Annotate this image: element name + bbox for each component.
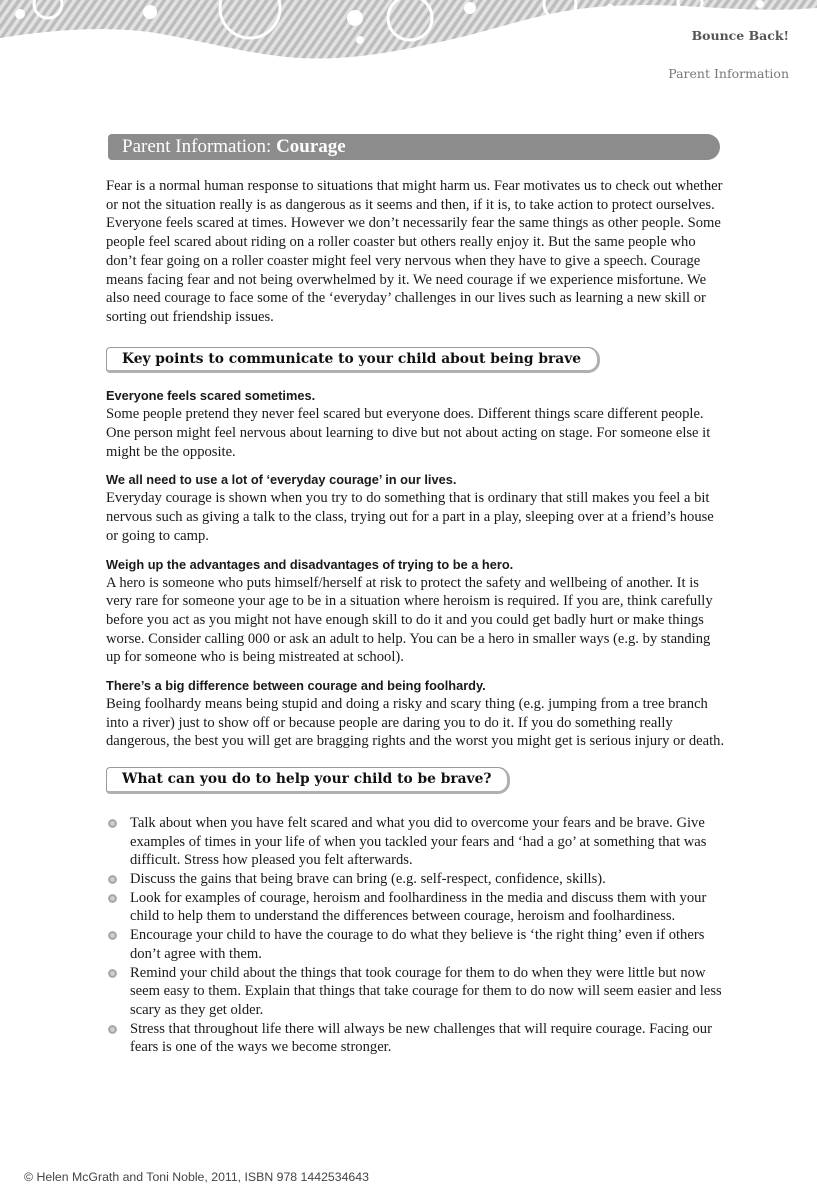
- key-point-title: Weigh up the advantages and disadvantages of trying to be a hero.: [106, 556, 514, 572]
- list-item-text: Look for examples of courage, heroism and foolhardiness in the media and discuss them with your child to help them to understand the differences between courage, heroism and foolhardiness.: [130, 889, 707, 925]
- bullet-icon: [108, 875, 117, 884]
- bullet-icon: [108, 1025, 117, 1034]
- list-item-text: Talk about when you have felt scared and what you did to overcome your fears and be brave. Give examples of times in your life of when you tackled your fears and ‘had a go’ at something that was difficult. Stress how pleased you felt afterwards.: [130, 814, 707, 869]
- page-title-prefix: Parent Information:: [122, 136, 277, 157]
- key-point-body: Being foolhardy means being stupid and doing a risky and scary thing (e.g. jumping from a tree branch into a river) just to show off or because people are daring you to do it. If you do something really dangerous, the best you will get are bragging rights and the worst you might get is serious injury or death.: [106, 696, 725, 750]
- page-title-topic: Courage: [276, 136, 346, 157]
- section-name: Parent Information: [668, 66, 789, 81]
- key-point-title: We all need to use a lot of ‘everyday courage’ in our lives.: [106, 472, 457, 488]
- bullet-icon: [108, 969, 117, 978]
- intro-paragraph: Fear is a normal human response to situations that might harm us. Fear motivates us to check out whether or not the situation really is as dangerous as it seems and then, if it is, to take action to protect ourselves. Everyone feels scared at times. However we don’t necessarily fear the same things as other people. Some people feel scared about riding on a roller coaster but others really enjoy it. But the same people who don’t fear going on a roller coaster might feel very nervous when they have to give a speech. Courage means facing fear and not being overwhelmed by it. We need courage if we experience misfortune. We also need courage to face some of the ‘everyday’ challenges in our lives such as learning a new skill or sorting out friendship issues.: [106, 178, 723, 325]
- list-item: [106, 1020, 726, 1057]
- list-item-text: Remind your child about the things that took courage for them to do when they were little but now seem easy to them. Explain that things that take courage for them to do now will seem easier and less scary as they get older.: [130, 964, 722, 1018]
- copyright-footer: © Helen McGrath and Toni Noble, 2011, ISBN 978 1442534643: [24, 1170, 369, 1184]
- bullet-icon: [108, 819, 117, 828]
- help-list: [106, 814, 726, 1057]
- key-points-heading: Key points to communicate to your child about being brave: [106, 347, 600, 374]
- key-point-body: A hero is someone who puts himself/herself at risk to protect the safety and wellbeing of another. It is very rare for someone your age to be in a situation where heroism is required. If you are, think carefully before you act as you might not have enough skill to do it and you could get badly hurt or make things worse. Consider calling 000 or ask an adult to help. You can be a hero in smaller ways (e.g. by standing up for someone who is being mistreated at school).: [106, 574, 713, 666]
- list-item: [106, 870, 726, 889]
- key-point: [106, 556, 726, 668]
- list-item-text: Discuss the gains that being brave can bring (e.g. self-respect, confidence, skills).: [130, 870, 606, 887]
- list-item: [106, 889, 726, 926]
- list-item: [106, 926, 726, 963]
- brand-name: Bounce Back!: [691, 28, 789, 43]
- list-item-text: Encourage your child to have the courage to do what they believe is ‘the right thing’ even if others don’t agree with them.: [130, 927, 705, 962]
- key-point: [106, 677, 726, 751]
- key-point-title: Everyone feels scared sometimes.: [106, 388, 316, 404]
- key-point-title: There’s a big difference between courage and being foolhardy.: [106, 678, 486, 694]
- help-heading: What can you do to help your child to be brave?: [106, 767, 510, 794]
- list-item-text: Stress that throughout life there will always be new challenges that will require courage. Facing our fears is one of the ways we become stronger.: [130, 1020, 712, 1056]
- page-title: [108, 134, 720, 160]
- list-item: [106, 814, 726, 870]
- key-point: [106, 387, 726, 461]
- bullet-icon: [108, 894, 117, 903]
- key-point: [106, 471, 726, 545]
- key-point-body: Everyday courage is shown when you try to do something that is ordinary that still makes you feel a bit nervous such as giving a talk to the class, trying out for a part in a play, sleeping over at a friend’s house or going to camp.: [106, 490, 714, 544]
- main-content: [106, 177, 726, 1057]
- list-item: [106, 964, 726, 1020]
- key-point-body: Some people pretend they never feel scared but everyone does. Different things scare different people. One person might feel nervous about learning to dive but not about acting on stage. For someone else it might be the opposite.: [106, 406, 711, 460]
- bullet-icon: [108, 931, 117, 940]
